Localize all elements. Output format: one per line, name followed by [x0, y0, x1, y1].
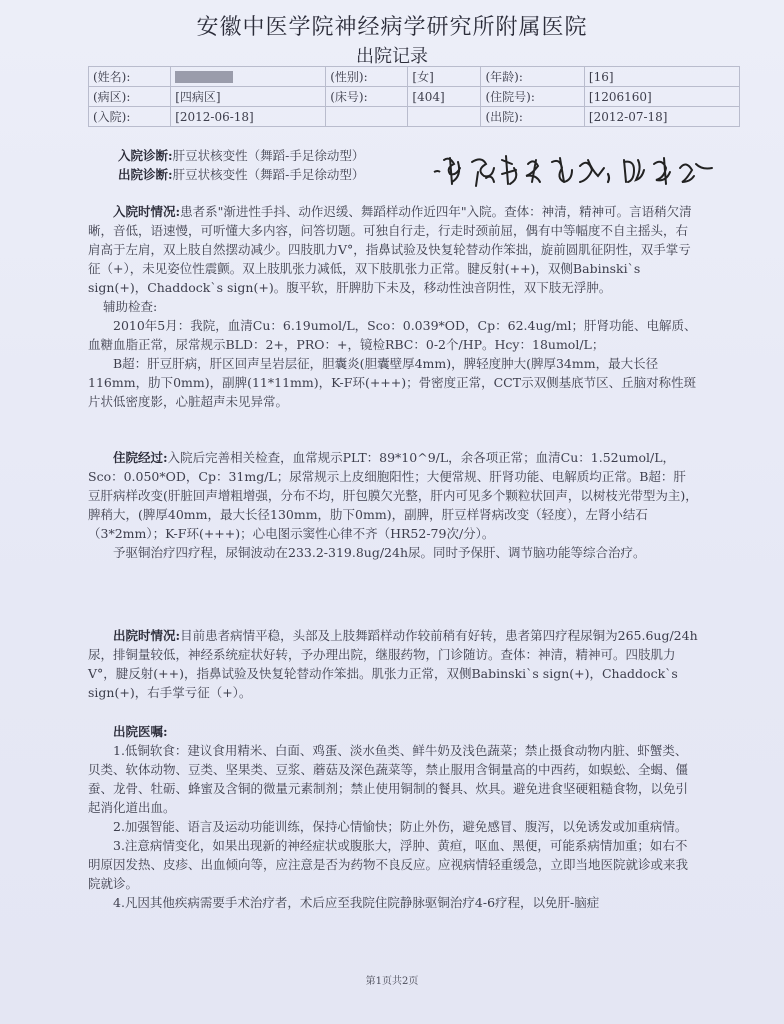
advice-item-3: 3.注意病情变化，如果出现新的神经症状或腹胀大，浮肿、黄疸，呕血、黑便，可能系病情加重；如右不明原因发热、皮疹、出血倾向等，应注意是否为药物不良反应。应视病情轻重缓急，立即当地医院就诊或来我院就诊。: [88, 838, 689, 891]
blank-cell: [408, 107, 481, 127]
discharge-date-label: (出院):: [481, 107, 584, 127]
advice-item-4: 4.凡因其他疾病需要手术治疗者，术后应至我院住院静脉驱铜治疗4-6疗程，以免肝-脑症: [113, 895, 600, 910]
admit-diagnosis: [118, 146, 364, 164]
record-title: 出院记录: [356, 46, 428, 67]
age-value: [16]: [584, 67, 739, 87]
page-number: 第1页共2页: [365, 976, 419, 987]
handwritten-annotation-text: · 舞蹈手足徐动型，肝硬化: [432, 186, 444, 187]
ward-label: (病区):: [89, 87, 171, 107]
discharge-diagnosis-label: 出院诊断:: [118, 167, 173, 182]
gender-label: (性别):: [326, 67, 408, 87]
course-label: 住院经过:: [113, 450, 168, 465]
inpatient-value: [1206160]: [584, 87, 739, 107]
discharge-status-section: [88, 626, 698, 702]
bed-value: [404]: [408, 87, 481, 107]
admit-date-value: [2012-06-18]: [171, 107, 326, 127]
advice-label: 出院医嘱:: [113, 724, 168, 739]
admit-diagnosis-label: 入院诊断:: [118, 148, 173, 163]
name-value: [171, 67, 326, 87]
blank-cell: [326, 107, 408, 127]
name-label: (姓名):: [89, 67, 171, 87]
age-label: (年龄):: [481, 67, 584, 87]
hospital-title: 安徽中医学院神经病学研究所附属医院: [196, 15, 588, 40]
advice-item-2: 2.加强智能、语言及运动功能训练，保持心情愉快；防止外伤，避免感冒、腹泻，以免诱发或加重病情。: [113, 819, 688, 834]
discharge-advice-section: [88, 722, 698, 912]
inpatient-label: (住院号):: [481, 87, 584, 107]
admission-text: 患者系"渐进性手抖、动作迟缓、舞蹈样动作近四年"入院。查体：神清，精神可。言语稍欠清晰，音低，语速慢，可听懂大多内容，问答切题。可独自行走，行走时颈前屈，偶有中等幅度不自主摇头，右肩高于左肩，双上肢自然摆动减少。四肢肌力V°，指鼻试验及快复轮替动作笨拙，旋前圆肌征阴性，双手掌亏征（+），未见姿位性震颤。双上肢肌张力减低，双下肢肌张力正常。腱反射(++)，双侧Babinski`s sign(+)，Chaddock`s sign(+)。腹平软，肝脾肋下未及，移动性浊音阴性，双下肢无浮肿。: [88, 204, 692, 295]
aux-exam-text-1: 2010年5月：我院，血清Cu：6.19umol/L，Sco：0.039*OD，Cp：62.4ug/ml；肝肾功能、电解质、血糖血脂正常，尿常规示BLD：2+，PRO：+，镜检RBC：0-2个/HP。Hcy：18umol/L；: [88, 318, 697, 352]
course-section: [88, 448, 698, 562]
discharge-status-text: 目前患者病情平稳，头部及上肢舞蹈样动作较前稍有好转，患者第四疗程尿铜为265.6ug/24h尿，排铜量较低，神经系统症状好转，予办理出院，继服药物，门诊随访。查体：神清，精神可。四肢肌力V°，腱反射(++)，指鼻试验及快复轮替动作笨拙。肌张力正常，双侧Babinski`s sign(+)，Chaddock`s sign(+)，右手掌亏征（+）。: [88, 628, 698, 700]
aux-exam-label: 辅助检查:: [103, 299, 158, 314]
handwritten-annotation: [432, 150, 722, 190]
discharge-diagnosis: [118, 165, 364, 183]
course-text-2: 予驱铜治疗四疗程，尿铜波动在233.2-319.8ug/24h尿。同时予保肝、调节脑功能等综合治疗。: [113, 545, 646, 560]
ward-value: [四病区]: [171, 87, 326, 107]
bed-label: (床号):: [326, 87, 408, 107]
redacted-name: [175, 71, 233, 83]
admit-date-label: (入院):: [89, 107, 171, 127]
admission-section: [88, 202, 698, 411]
gender-value: [女]: [408, 67, 481, 87]
patient-info-table: [88, 66, 740, 127]
admit-diagnosis-value: 肝豆状核变性（舞蹈-手足徐动型）: [172, 148, 365, 163]
discharge-status-label: 出院时情况:: [113, 628, 181, 643]
course-text: 入院后完善相关检查，血常规示PLT：89*10^9/L，余各项正常；血清Cu：1.52umol/L，Sco：0.050*OD，Cp：31mg/L；尿常规示上皮细胞阳性；大便常规、肝肾功能、电解质均正常。B超：肝豆肝病样改变(肝脏回声增粗增强，分布不均，肝包膜欠光整，肝内可见多个颗粒状回声，以树枝光带型为主)，脾稍大，(脾厚40mm，最大长径130mm，肋下0mm)，副脾，肝豆样肾病改变（轻度），左肾小结石（3*2mm）；K-F环(+++)；心电图示窦性心律不齐（HR52-79次/分）。: [88, 450, 698, 541]
aux-exam-text-2: B超：肝豆肝病，肝区回声呈岩层征，胆囊炎(胆囊壁厚4mm)，脾轻度肿大(脾厚34mm，最大长径116mm，肋下0mm)，副脾(11*11mm)，K-F环(+++)；骨密度正常，CCT示双侧基底节区、丘脑对称性斑片状低密度影，心脏超声未见异常。: [88, 356, 697, 409]
advice-item-1: 1.低铜软食：建议食用精米、白面、鸡蛋、淡水鱼类、鲜牛奶及浅色蔬菜；禁止摄食动物内脏、虾蟹类、贝类、软体动物、豆类、坚果类、豆浆、蘑菇及深色蔬菜等，禁止服用含铜量高的中西药，如蜈蚣、全蝎、僵蚕、龙骨、牡砺、蜂蜜及含铜的微量元素制剂；禁止使用铜制的餐具、炊具。避免进食坚硬粗糙食物，以免引起消化道出血。: [88, 743, 689, 815]
discharge-diagnosis-value: 肝豆状核变性（舞蹈-手足徐动型）: [172, 167, 365, 182]
admission-label: 入院时情况:: [113, 204, 181, 219]
discharge-date-value: [2012-07-18]: [584, 107, 739, 127]
